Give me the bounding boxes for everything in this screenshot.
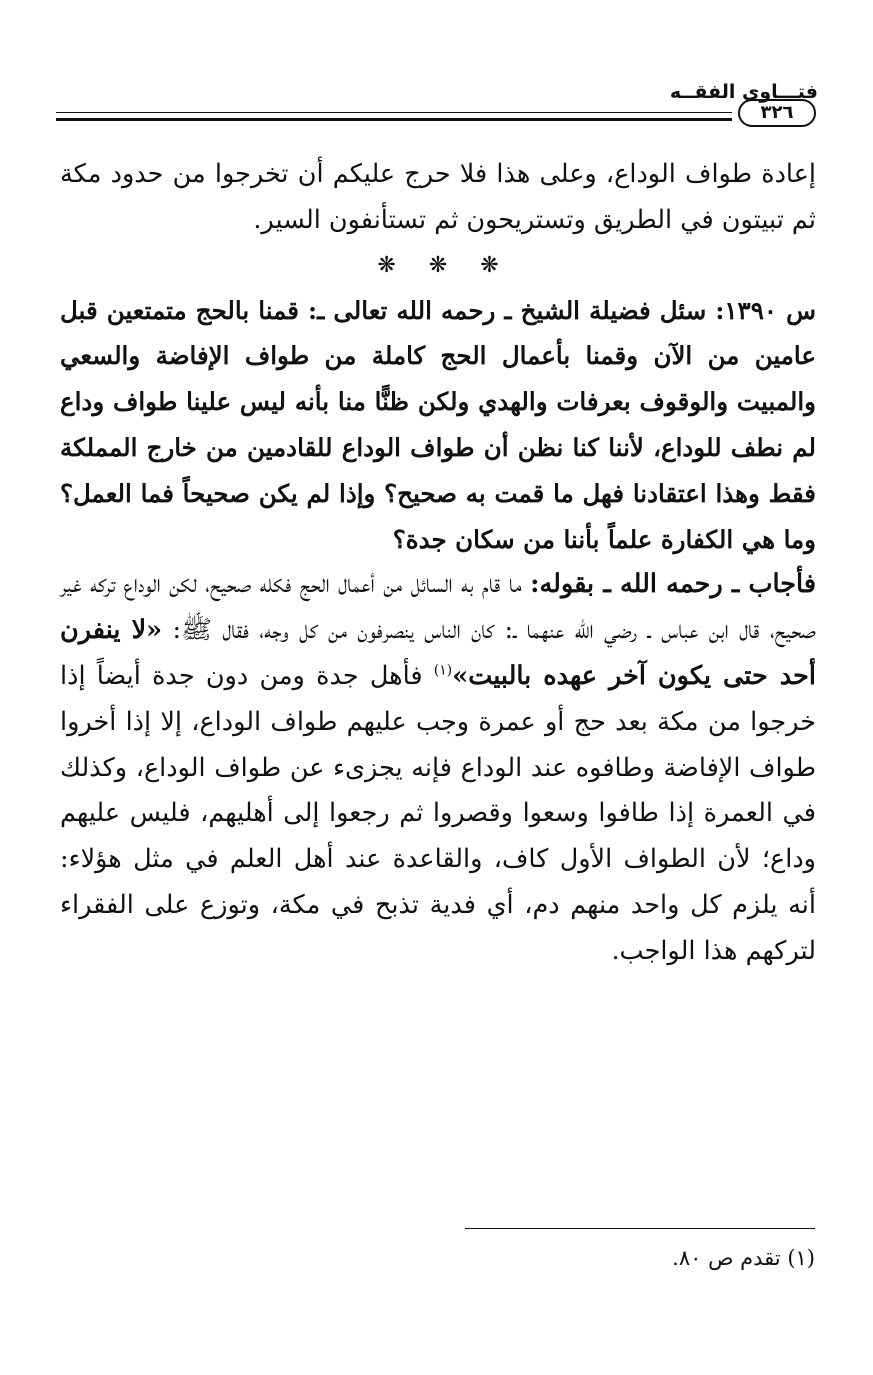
page-body — [60, 152, 816, 975]
answer-label: فأجاب ـ رحمه الله ـ بقوله: — [530, 569, 817, 600]
section-separator: ❋ ❋ ❋ — [377, 252, 499, 278]
page-header — [56, 78, 818, 130]
header-rule-thin — [56, 112, 732, 113]
page-number: ٣٢٦ — [738, 99, 816, 127]
footnote-reference: (١) — [433, 662, 453, 679]
question-text: سئل فضيلة الشيخ ـ رحمه الله تعالى ـ: قمنا بالحج متمتعين قبل عامين من الآن وقمنا بأعمال الحج كاملة من طواف الإفاضة والسعي والمبيت والوقوف بعرفات والهدي ولكن ظنًّا منا بأنه ليس علينا طواف وداع لم نطف للوداع، لأننا كنا نظن أن طواف الوداع للقادمين من خارج المملكة فقط وهذا اعتقادنا فهل ما قمت به صحيح؟ وإذا لم يكن صحيحاً فما العمل؟ وما هي الكفارة علماً بأننا من سكان جدة؟ — [60, 295, 816, 554]
answer-text-main: فأهل جدة ومن دون جدة أيضاً إذا خرجوا من مكة بعد حج أو عمرة وجب عليهم طواف الوداع، إلا إذا أخروا طواف الإفاضة وطافوه عند الوداع فإنه يجزىء عن طواف الوداع، وكذلك في العمرة إذا طافوا وسعوا وقصروا ثم رجعوا إلى أهليهم، فليس عليهم وداع؛ لأن الطواف الأول كاف، والقاعدة عند أهل العلم في مثل هؤلاء: أنه يلزم كل واحد منهم دم، أي فدية تذبح في مكة، وتوزع على الفقراء لتركهم هذا الواجب. — [60, 660, 817, 966]
hadith-quote: «لا ينفرن أحد حتى يكون آخر عهده بالبيت» — [60, 615, 816, 691]
question-paragraph — [60, 288, 816, 563]
running-title: فتـــاوى الفقــه — [669, 81, 818, 103]
paragraph-continuation: إعادة طواف الوداع، وعلى هذا فلا حرج عليكم أن تخرجوا من حدود مكة ثم تبيتون في الطريق وتستريحون ثم تستأنفون السير. — [60, 159, 816, 235]
header-rule-thick — [56, 118, 732, 121]
footnote-divider — [465, 1228, 815, 1229]
question-number: س ١٣٩٠: — [715, 295, 817, 325]
answer-paragraph — [60, 562, 816, 974]
footnote: (١) تقدم ص ٨٠. — [672, 1246, 815, 1270]
answer-text-intro: ما قام به السائل من أعمال الحج فكله صحيح، لكن الوداع تركه غير صحيح، قال ابن عباس ـ رضي الله عنهما ـ: كان الناس ينصرفون من كل وجه، فقال ﷺ: — [60, 569, 816, 646]
